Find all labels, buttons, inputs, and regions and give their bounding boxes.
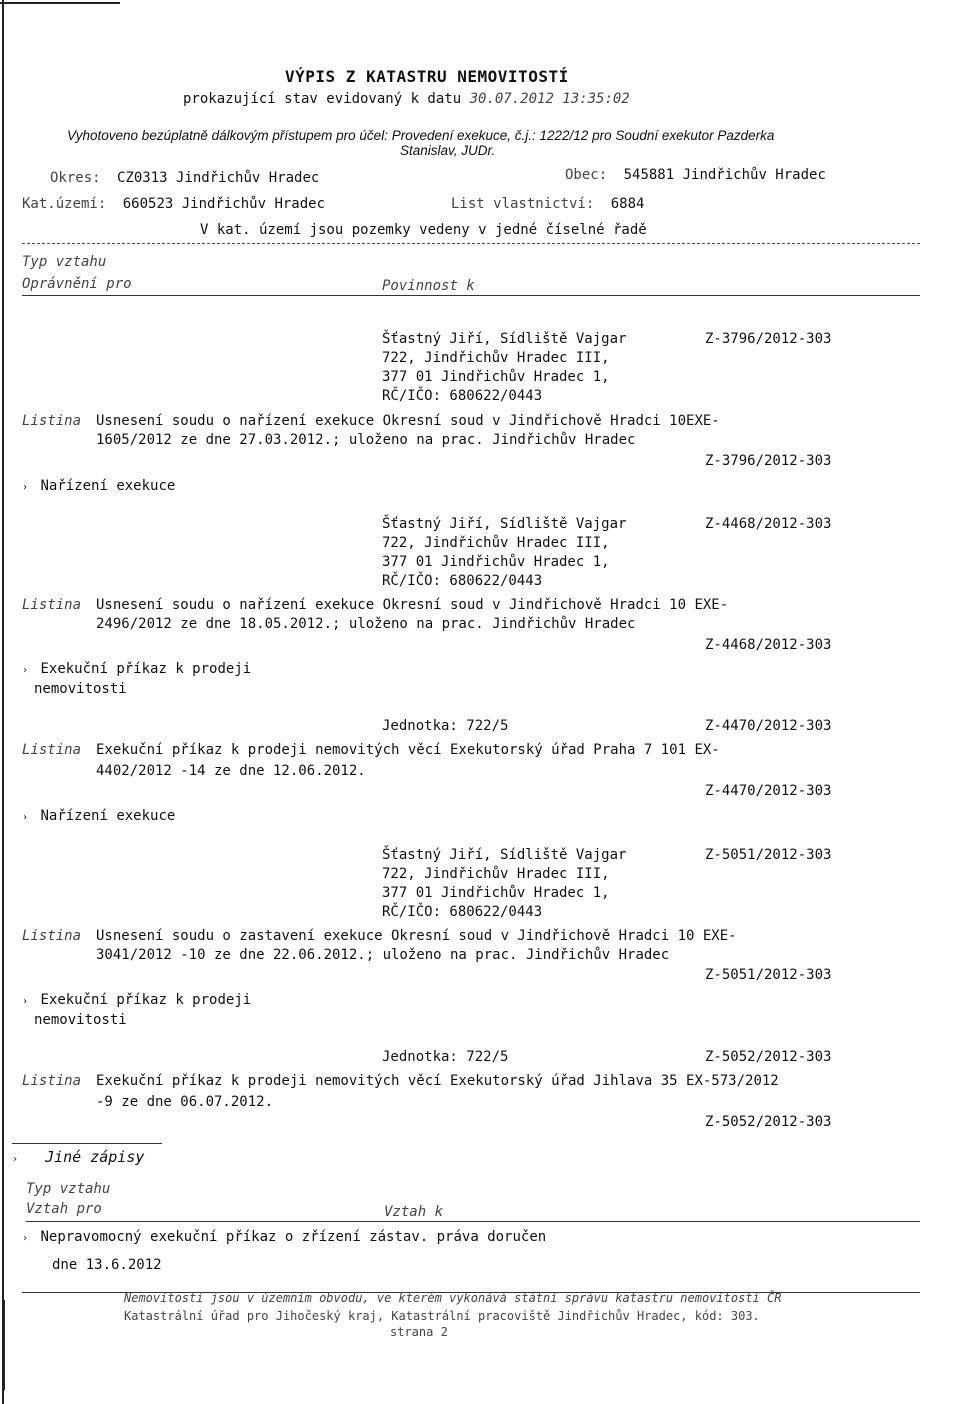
entry5-listina-label: Listina [22, 1073, 82, 1089]
section2-label-l1: Exekuční příkaz k prodeji [40, 661, 252, 677]
entry1-listina-l2: 1605/2012 ze dne 27.03.2012.; uloženo na prac. Jindřichův Hradec [96, 432, 636, 448]
okres-label: Okres: [50, 170, 101, 186]
section3-label: Nařízení exekuce [40, 808, 176, 824]
list-label: List vlastnictví: [451, 196, 595, 212]
entry4-listina-l2: 3041/2012 -10 ze dne 22.06.2012.; uloženo na prac. Jindřichův Hradec [96, 947, 670, 963]
katuzemi-value: 660523 Jindřichův Hradec [122, 196, 326, 212]
footer-page-number: strana 2 [390, 1325, 448, 1339]
list-row [451, 196, 644, 212]
subtitle-datetime: 30.07.2012 13:35:02 [469, 91, 630, 107]
section1-heading [22, 478, 175, 494]
bullet-icon: › [22, 665, 29, 676]
entry4-party-l4: RČ/IČO: 680622/0443 [382, 904, 543, 920]
section1-label: Nařízení exekuce [40, 478, 176, 494]
entry3-unit: Jednotka: 722/5 [382, 718, 509, 734]
scan-edge-top [0, 2, 120, 4]
col-opravneni-pro: Oprávnění pro [22, 276, 132, 292]
scan-edge-left [2, 0, 4, 1404]
section4-label-l1: Exekuční příkaz k prodeji [40, 992, 252, 1008]
entry3-listina-l2: 4402/2012 -14 ze dne 12.06.2012. [96, 763, 366, 779]
bullet-icon: › [22, 812, 29, 823]
other-heading [12, 1148, 144, 1166]
okres-row [50, 170, 319, 186]
entry4-party-l2: 722, Jindřichův Hradec III, [382, 866, 610, 882]
entry2-ref2: Z-4468/2012-303 [705, 637, 832, 653]
entry3-ref: Z-4470/2012-303 [705, 718, 832, 734]
footer-line-1: Nemovitosti jsou v územním obvodu, ve kterém vykonává státní správu katastru nemovitostí ČR [124, 1291, 782, 1305]
bullet-icon: › [12, 1154, 19, 1165]
entry1-listina-l1: Usnesení soudu o nařízení exekuce Okresní soud v Jindřichově Hradci 10EXE- [96, 413, 720, 429]
entry1-party-l4: RČ/IČO: 680622/0443 [382, 388, 543, 404]
entry4-ref2: Z-5051/2012-303 [705, 967, 832, 983]
kat-note: V kat. území jsou pozemky vedeny v jedné číselné řadě [200, 222, 647, 238]
other-item [22, 1229, 546, 1245]
entry4-listina-label: Listina [22, 928, 82, 944]
entry5-unit: Jednotka: 722/5 [382, 1049, 509, 1065]
section2-heading [22, 661, 251, 677]
entry1-ref2: Z-3796/2012-303 [705, 453, 832, 469]
entry4-party-l3: 377 01 Jindřichův Hradec 1, [382, 885, 610, 901]
entry2-ref: Z-4468/2012-303 [705, 516, 832, 532]
entry2-party-l4: RČ/IČO: 680622/0443 [382, 573, 543, 589]
entry5-ref: Z-5052/2012-303 [705, 1049, 832, 1065]
header-divider [22, 243, 920, 244]
page-title: VÝPIS Z KATASTRU NEMOVITOSTÍ [285, 67, 569, 86]
bullet-icon: › [22, 996, 29, 1007]
list-value: 6884 [610, 196, 645, 212]
entry1-party-l3: 377 01 Jindřichův Hradec 1, [382, 369, 610, 385]
entry5-ref2: Z-5052/2012-303 [705, 1114, 832, 1130]
entry1-party-l1: Šťastný Jiří, Sídliště Vajgar [382, 331, 627, 347]
obec-label: Obec: [565, 167, 608, 183]
entry4-ref: Z-5051/2012-303 [705, 847, 832, 863]
section4-heading [22, 992, 251, 1008]
other-columns-divider [26, 1221, 920, 1222]
katuzemi-row [22, 196, 325, 212]
entry1-party-l2: 722, Jindřichův Hradec III, [382, 350, 610, 366]
entry2-listina-label: Listina [22, 597, 82, 613]
columns-divider [22, 295, 920, 296]
entry5-listina-l1: Exekuční příkaz k prodeji nemovitých věcí Exekutorský úřad Jihlava 35 EX-573/2012 [96, 1073, 779, 1089]
other-heading-underline [12, 1143, 162, 1144]
entry3-ref2: Z-4470/2012-303 [705, 783, 832, 799]
scan-edge-bottom-left [3, 1300, 5, 1390]
entry1-ref: Z-3796/2012-303 [705, 331, 832, 347]
entry4-party-l1: Šťastný Jiří, Sídliště Vajgar [382, 847, 627, 863]
section3-heading [22, 808, 175, 824]
entry2-party-l2: 722, Jindřichův Hradec III, [382, 535, 610, 551]
entry2-listina-l2: 2496/2012 ze dne 18.05.2012.; uloženo na prac. Jindřichův Hradec [96, 616, 636, 632]
entry3-listina-l1: Exekuční příkaz k prodeji nemovitých věcí Exekutorský úřad Praha 7 101 EX- [96, 742, 720, 758]
other-col-vztah-pro: Vztah pro [26, 1201, 102, 1217]
col-typ-vztahu: Typ vztahu [22, 254, 107, 270]
katuzemi-label: Kat.území: [22, 196, 107, 212]
purpose-line-2: Stanislav, JUDr. [400, 143, 496, 158]
entry2-party-l1: Šťastný Jiří, Sídliště Vajgar [382, 516, 627, 532]
bullet-icon: › [22, 1233, 29, 1244]
bullet-icon: › [22, 482, 29, 493]
other-item-date: dne 13.6.2012 [52, 1257, 162, 1273]
purpose-line-1: Vyhotoveno bezúplatně dálkovým přístupem pro účel: Provedení exekuce, č.j.: 1222/12 pro Soudní exekutor Pazderka [67, 128, 775, 143]
page-subtitle [183, 91, 630, 107]
col-povinnost-k: Povinnost k [382, 278, 475, 294]
other-col-vztah-k: Vztah k [384, 1204, 444, 1220]
entry3-listina-label: Listina [22, 742, 82, 758]
entry5-listina-l2: -9 ze dne 06.07.2012. [96, 1094, 274, 1110]
other-heading-label: Jiné zápisy [45, 1148, 145, 1166]
obec-value: 545881 Jindřichův Hradec [623, 167, 826, 183]
other-col-typ: Typ vztahu [26, 1181, 111, 1197]
obec-row [565, 167, 826, 183]
section4-label-l2: nemovitosti [34, 1012, 127, 1028]
section2-label-l2: nemovitosti [34, 681, 127, 697]
entry4-listina-l1: Usnesení soudu o zastavení exekuce Okresní soud v Jindřichově Hradci 10 EXE- [96, 928, 737, 944]
okres-value: CZ0313 Jindřichův Hradec [117, 170, 320, 186]
entry2-listina-l1: Usnesení soudu o nařízení exekuce Okresní soud v Jindřichově Hradci 10 EXE- [96, 597, 729, 613]
entry2-party-l3: 377 01 Jindřichův Hradec 1, [382, 554, 610, 570]
subtitle-prefix: prokazující stav evidovaný k datu [183, 91, 462, 107]
other-item-label: Nepravomocný exekuční příkaz o zřízení zástav. práva doručen [40, 1229, 547, 1245]
footer-line-2: Katastrální úřad pro Jihočeský kraj, Katastrální pracoviště Jindřichův Hradec, kód: 303. [124, 1309, 760, 1323]
entry1-listina-label: Listina [22, 413, 82, 429]
